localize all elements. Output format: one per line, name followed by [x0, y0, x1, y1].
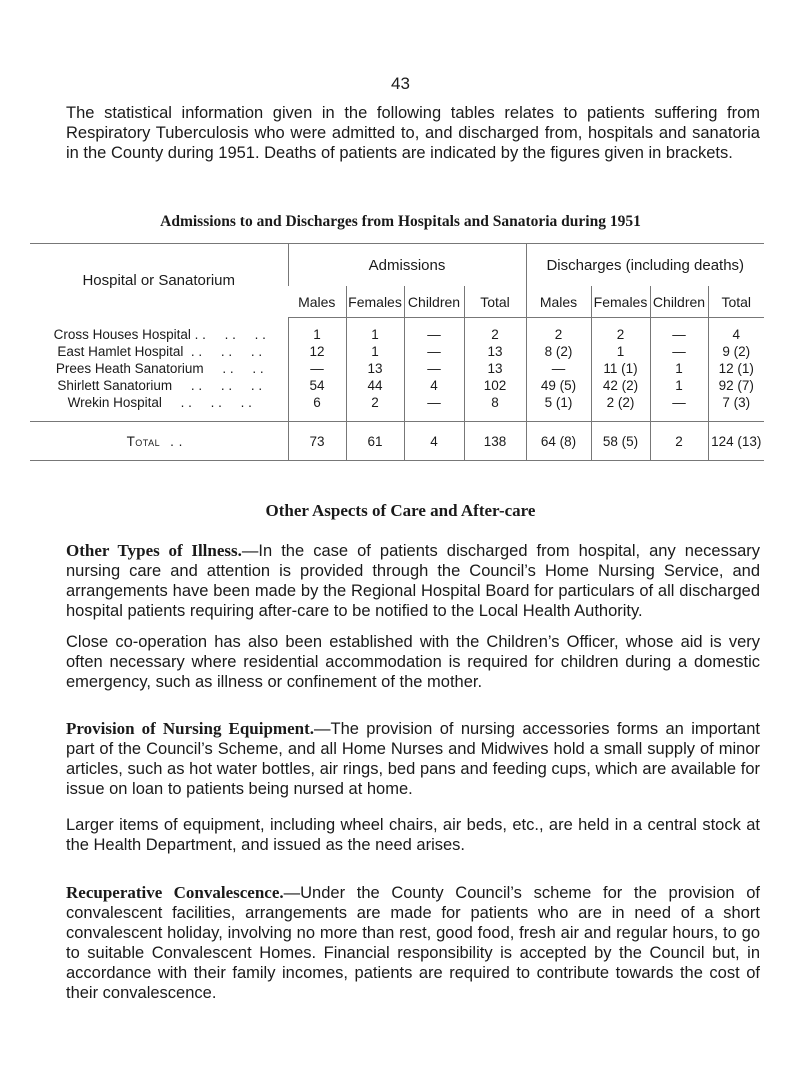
table-cell: — [288, 360, 346, 377]
table-cell: 8 (2) [526, 343, 591, 360]
paragraph-childrens-officer [66, 632, 760, 692]
table-cell: 12 [288, 343, 346, 360]
table-header-row [30, 244, 764, 287]
table-cell: 4 [404, 422, 464, 461]
table-row [30, 360, 764, 377]
table-cell: 4 [404, 377, 464, 394]
table-cell: 44 [346, 377, 404, 394]
paragraph-lead: Recuperative Convalescence. [66, 883, 284, 902]
hospital-name: East Hamlet Hospital . . . . . . [57, 344, 263, 359]
admissions-discharges-table [30, 243, 764, 461]
table-cell: 7 (3) [708, 394, 764, 422]
paragraph-text: —The provision of nursing accessories forms an important part of the Council’s Scheme, and all Home Nurses and Midwives hold a small supply of minor articles, such as hot water bottles, air rings, bed pans and feeding cups, which are available for issue on loan to patients being nursed at home. [66, 720, 760, 798]
table-cell: 8 [464, 394, 526, 422]
table-cell: 1 [591, 343, 650, 360]
table-cell: 1 [650, 360, 708, 377]
table-cell: 4 [708, 318, 764, 344]
table-cell: 2 [464, 318, 526, 344]
hospital-column-header: Hospital or Sanatorium [30, 244, 288, 318]
discharges-females-header: Females [591, 286, 650, 318]
table-cell: 2 [346, 394, 404, 422]
admissions-total-header: Total [464, 286, 526, 318]
paragraph-larger-equipment [66, 815, 760, 855]
table-cell: — [650, 318, 708, 344]
paragraph-text: Close co-operation has also been established with the Children’s Officer, whose aid is very often necessary where residential accommodation is required for children during a domestic emergency, such as illness or confinement of the mother. [66, 633, 760, 691]
admissions-children-header: Children [404, 286, 464, 318]
table-cell: 54 [288, 377, 346, 394]
table-cell: — [404, 394, 464, 422]
intro-paragraph: The statistical information given in the following tables relates to patients suffering from Respiratory Tuberculosis who were admitted to, and discharged from, hospitals and sanatoria in the County during 1951. Deaths of patients are indicated by the figures given in brackets. [66, 104, 760, 162]
total-label-cell [30, 422, 288, 461]
table-cell: 42 (2) [591, 377, 650, 394]
page-number: 43 [391, 74, 410, 93]
table-cell: — [650, 343, 708, 360]
paragraph-lead: Other Types of Illness. [66, 541, 242, 560]
admissions-males-header: Males [288, 286, 346, 318]
table-cell: — [404, 360, 464, 377]
table-cell: 13 [464, 343, 526, 360]
table-cell: 138 [464, 422, 526, 461]
table-cell: 2 [591, 318, 650, 344]
table-cell: 58 (5) [591, 422, 650, 461]
discharges-column-header: Discharges (including deaths) [526, 244, 764, 287]
table-cell: 49 (5) [526, 377, 591, 394]
paragraph-text: —In the case of patients discharged from hospital, any necessary nursing care and attention is provided through the Council’s Home Nursing Service, and arrangements have been made by the Regional Hospital Board for particulars of all discharged hospital patients requiring after-care to be notified to the Local Health Authority. [66, 542, 760, 620]
hospital-name: Cross Houses Hospital . . . . . . [53, 326, 266, 342]
table-cell: 2 [650, 422, 708, 461]
total-label: Total [126, 433, 161, 449]
table-total-row [30, 422, 764, 461]
paragraph-text: —Under the County Council’s scheme for the provision of convalescent facilities, arrangements are made for patients who are in need of a short convalescent holiday, involving no more than rest, good food, fresh air and regular hours, to go to suitable Convalescent Homes. Financial responsibility is accepted by the Council but, in accordance with their family incomes, patients are required to contribute towards the cost of their convalescence. [66, 884, 760, 1002]
table-cell: 6 [288, 394, 346, 422]
total-leader-dots: . . [170, 433, 183, 449]
discharges-total-header: Total [708, 286, 764, 318]
table-cell: 92 (7) [708, 377, 764, 394]
table-cell: 102 [464, 377, 526, 394]
table-cell: 124 (13) [708, 422, 764, 461]
table-cell: 73 [288, 422, 346, 461]
table-cell: 1 [346, 318, 404, 344]
table-cell: 12 (1) [708, 360, 764, 377]
table-cell: — [526, 360, 591, 377]
hospital-name: Shirlett Sanatorium . . . . . . [57, 378, 263, 393]
table-cell: 64 (8) [526, 422, 591, 461]
table-cell: 2 (2) [591, 394, 650, 422]
table-cell: 13 [346, 360, 404, 377]
table-cell: 2 [526, 318, 591, 344]
table-cell: 11 (1) [591, 360, 650, 377]
table-cell: 13 [464, 360, 526, 377]
table-cell: 1 [650, 377, 708, 394]
admissions-females-header: Females [346, 286, 404, 318]
paragraph-recuperative-convalescence [66, 883, 760, 1003]
hospital-name: Prees Heath Sanatorium . . . . [55, 361, 264, 376]
paragraph-text: Larger items of equipment, including wheel chairs, air beds, etc., are held in a central stock at the Health Department, and issued as the need arises. [66, 816, 760, 854]
paragraph-lead: Provision of Nursing Equipment. [66, 719, 314, 738]
discharges-males-header: Males [526, 286, 591, 318]
table-row [30, 318, 764, 344]
table-cell: 61 [346, 422, 404, 461]
table-cell: 1 [346, 343, 404, 360]
table-row [30, 343, 764, 360]
discharges-children-header: Children [650, 286, 708, 318]
paragraph-nursing-equipment [66, 719, 760, 799]
admissions-column-header: Admissions [288, 244, 526, 287]
paragraph-other-types-of-illness [66, 541, 760, 621]
table-title: Admissions to and Discharges from Hospitals and Sanatoria during 1951 [160, 213, 641, 230]
table-row [30, 394, 764, 422]
table-cell: — [650, 394, 708, 422]
table-cell: 5 (1) [526, 394, 591, 422]
table-cell: 1 [288, 318, 346, 344]
table-cell: 9 (2) [708, 343, 764, 360]
table-cell: — [404, 318, 464, 344]
table-row [30, 377, 764, 394]
hospital-name: Wrekin Hospital . . . . . . [67, 395, 252, 410]
section-heading: Other Aspects of Care and After-care [265, 501, 536, 520]
table-cell: — [404, 343, 464, 360]
